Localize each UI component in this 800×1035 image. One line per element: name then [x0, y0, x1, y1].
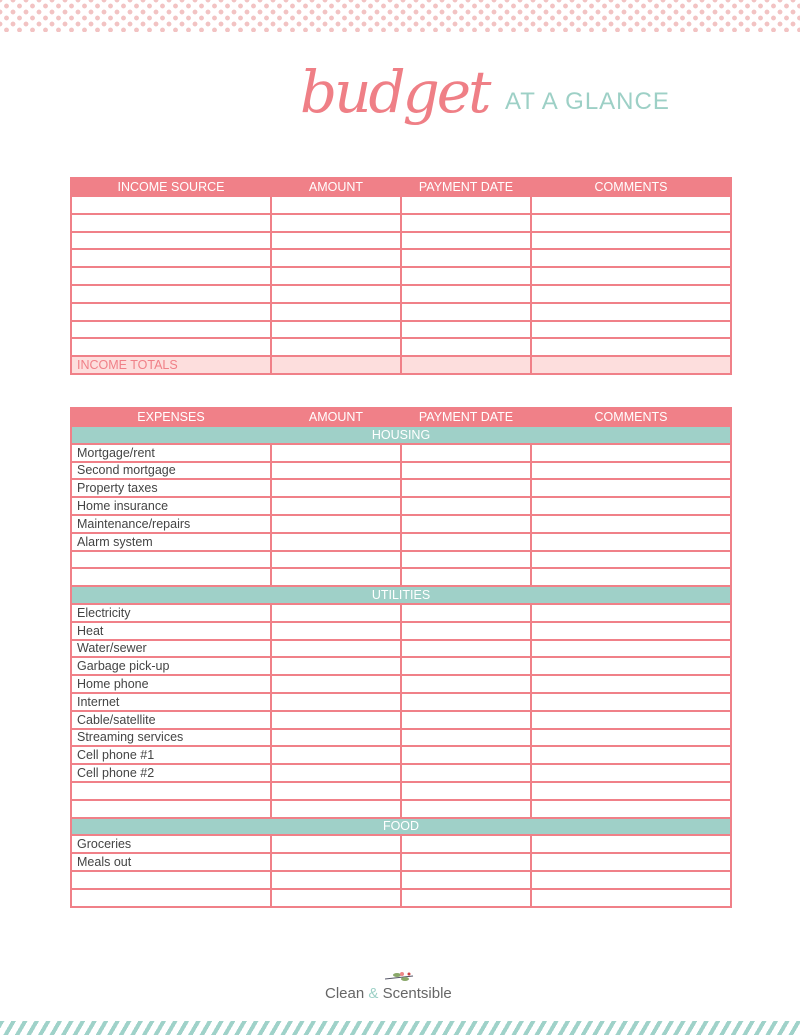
entry-cell[interactable]	[271, 729, 401, 747]
entry-cell[interactable]	[271, 711, 401, 729]
entry-cell[interactable]	[531, 338, 731, 356]
entry-cell[interactable]	[531, 515, 731, 533]
entry-cell[interactable]	[531, 835, 731, 853]
row-label[interactable]	[71, 214, 271, 232]
polka-dot-border	[0, 0, 800, 32]
entry-cell[interactable]	[401, 764, 531, 782]
entry-cell[interactable]	[401, 800, 531, 818]
entry-cell[interactable]	[271, 462, 401, 480]
row-label: Electricity	[71, 604, 271, 622]
income-table	[70, 177, 732, 375]
row-label: Streaming services	[71, 729, 271, 747]
entry-cell[interactable]	[401, 479, 531, 497]
expense-row	[71, 764, 731, 782]
section-title: UTILITIES	[71, 586, 731, 604]
entry-cell[interactable]	[401, 604, 531, 622]
row-label	[71, 889, 271, 907]
entry-cell[interactable]	[531, 249, 731, 267]
entry-cell[interactable]	[531, 356, 731, 374]
entry-cell[interactable]	[271, 267, 401, 285]
entry-cell[interactable]	[271, 533, 401, 551]
entry-cell[interactable]	[531, 232, 731, 250]
entry-cell[interactable]	[401, 285, 531, 303]
entry-cell[interactable]	[401, 196, 531, 214]
entry-cell[interactable]	[401, 693, 531, 711]
entry-cell[interactable]	[531, 285, 731, 303]
entry-cell[interactable]	[401, 497, 531, 515]
row-label	[71, 568, 271, 586]
entry-cell[interactable]	[401, 711, 531, 729]
table-row	[71, 249, 731, 267]
entry-cell[interactable]	[531, 675, 731, 693]
brand-logo	[325, 985, 452, 1002]
row-label: Water/sewer	[71, 640, 271, 658]
entry-cell[interactable]	[271, 444, 401, 462]
row-label	[71, 551, 271, 569]
entry-cell[interactable]	[531, 321, 731, 339]
expense-row	[71, 782, 731, 800]
entry-cell[interactable]	[401, 267, 531, 285]
entry-cell[interactable]	[401, 835, 531, 853]
entry-cell[interactable]	[401, 462, 531, 480]
expense-row	[71, 711, 731, 729]
row-label: Cell phone #2	[71, 764, 271, 782]
column-header: PAYMENT DATE	[401, 178, 531, 196]
expenses-table	[70, 407, 732, 908]
entry-cell[interactable]	[531, 533, 731, 551]
table-row	[71, 196, 731, 214]
entry-cell[interactable]	[401, 515, 531, 533]
expense-row	[71, 835, 731, 853]
entry-cell[interactable]	[401, 746, 531, 764]
section-title: FOOD	[71, 818, 731, 836]
entry-cell[interactable]	[401, 729, 531, 747]
entry-cell[interactable]	[271, 321, 401, 339]
entry-cell[interactable]	[271, 479, 401, 497]
expense-row	[71, 729, 731, 747]
entry-cell[interactable]	[531, 800, 731, 818]
entry-cell[interactable]	[531, 746, 731, 764]
entry-cell[interactable]	[271, 693, 401, 711]
entry-cell[interactable]	[401, 249, 531, 267]
entry-cell[interactable]	[271, 782, 401, 800]
expense-row	[71, 889, 731, 907]
entry-cell[interactable]	[271, 657, 401, 675]
column-header: COMMENTS	[531, 408, 731, 426]
row-label: Home insurance	[71, 497, 271, 515]
expense-row	[71, 640, 731, 658]
row-label: Internet	[71, 693, 271, 711]
row-label[interactable]	[71, 285, 271, 303]
expense-row	[71, 622, 731, 640]
expense-row	[71, 533, 731, 551]
entry-cell[interactable]	[401, 551, 531, 569]
entry-cell[interactable]	[401, 889, 531, 907]
entry-cell[interactable]	[531, 444, 731, 462]
entry-cell[interactable]	[401, 871, 531, 889]
entry-cell[interactable]	[531, 214, 731, 232]
row-label[interactable]	[71, 267, 271, 285]
table-row	[71, 214, 731, 232]
entry-cell[interactable]	[401, 303, 531, 321]
entry-cell[interactable]	[271, 746, 401, 764]
table-row	[71, 303, 731, 321]
row-label[interactable]	[71, 249, 271, 267]
entry-cell[interactable]	[401, 675, 531, 693]
sprig-icon	[385, 970, 415, 984]
column-header: INCOME SOURCE	[71, 178, 271, 196]
entry-cell[interactable]	[531, 764, 731, 782]
entry-cell[interactable]	[531, 568, 731, 586]
entry-cell[interactable]	[401, 232, 531, 250]
entry-cell[interactable]	[271, 356, 401, 374]
entry-cell[interactable]	[271, 889, 401, 907]
entry-cell[interactable]	[271, 604, 401, 622]
row-label	[71, 782, 271, 800]
row-label[interactable]	[71, 338, 271, 356]
row-label: Mortgage/rent	[71, 444, 271, 462]
brand-ampersand: &	[368, 985, 379, 1002]
header-row	[71, 178, 731, 196]
expense-row	[71, 657, 731, 675]
expense-row	[71, 693, 731, 711]
expense-row	[71, 604, 731, 622]
table-row	[71, 232, 731, 250]
row-label: Garbage pick-up	[71, 657, 271, 675]
table-row	[71, 267, 731, 285]
entry-cell[interactable]	[531, 640, 731, 658]
entry-cell[interactable]	[401, 853, 531, 871]
row-label: Groceries	[71, 835, 271, 853]
entry-cell[interactable]	[531, 782, 731, 800]
expense-row	[71, 800, 731, 818]
entry-cell[interactable]	[531, 729, 731, 747]
row-label[interactable]	[71, 196, 271, 214]
expense-row	[71, 462, 731, 480]
expense-row	[71, 551, 731, 569]
entry-cell[interactable]	[271, 338, 401, 356]
brand-right: Scentsible	[382, 985, 452, 1002]
expense-row	[71, 479, 731, 497]
striped-border	[0, 1021, 800, 1035]
entry-cell[interactable]	[401, 622, 531, 640]
row-label: Meals out	[71, 853, 271, 871]
entry-cell[interactable]	[271, 835, 401, 853]
expense-row	[71, 853, 731, 871]
expense-row	[71, 497, 731, 515]
entry-cell[interactable]	[271, 515, 401, 533]
entry-cell[interactable]	[271, 196, 401, 214]
entry-cell[interactable]	[531, 267, 731, 285]
table-row	[71, 285, 731, 303]
brand-left: Clean	[325, 985, 365, 1002]
income-totals-row	[71, 356, 731, 374]
row-label: Cable/satellite	[71, 711, 271, 729]
entry-cell[interactable]	[401, 782, 531, 800]
entry-cell[interactable]	[531, 622, 731, 640]
page-subtitle: AT A GLANCE	[505, 88, 670, 115]
entry-cell[interactable]	[271, 871, 401, 889]
entry-cell[interactable]	[401, 640, 531, 658]
row-label: Maintenance/repairs	[71, 515, 271, 533]
entry-cell[interactable]	[271, 853, 401, 871]
entry-cell[interactable]	[401, 568, 531, 586]
entry-cell[interactable]	[271, 764, 401, 782]
row-label[interactable]	[71, 303, 271, 321]
column-header: COMMENTS	[531, 178, 731, 196]
table-row	[71, 321, 731, 339]
row-label: Alarm system	[71, 533, 271, 551]
entry-cell[interactable]	[531, 303, 731, 321]
row-label: Property taxes	[71, 479, 271, 497]
table-row	[71, 338, 731, 356]
entry-cell[interactable]	[401, 533, 531, 551]
entry-cell[interactable]	[401, 356, 531, 374]
section-header-row	[71, 818, 731, 836]
entry-cell[interactable]	[401, 321, 531, 339]
expense-row	[71, 871, 731, 889]
entry-cell[interactable]	[531, 462, 731, 480]
row-label[interactable]	[71, 232, 271, 250]
row-label: Second mortgage	[71, 462, 271, 480]
entry-cell[interactable]	[271, 214, 401, 232]
entry-cell[interactable]	[271, 675, 401, 693]
row-label	[71, 871, 271, 889]
entry-cell[interactable]	[531, 871, 731, 889]
section-header-row	[71, 586, 731, 604]
entry-cell[interactable]	[271, 249, 401, 267]
entry-cell[interactable]	[531, 551, 731, 569]
expense-row	[71, 746, 731, 764]
entry-cell[interactable]	[271, 568, 401, 586]
entry-cell[interactable]	[531, 889, 731, 907]
row-label[interactable]	[71, 321, 271, 339]
entry-cell[interactable]	[271, 303, 401, 321]
entry-cell[interactable]	[271, 497, 401, 515]
entry-cell[interactable]	[271, 640, 401, 658]
entry-cell[interactable]	[531, 196, 731, 214]
entry-cell[interactable]	[531, 479, 731, 497]
entry-cell[interactable]	[271, 285, 401, 303]
column-header: AMOUNT	[271, 178, 401, 196]
header-row	[71, 408, 731, 426]
column-header: AMOUNT	[271, 408, 401, 426]
row-label: Home phone	[71, 675, 271, 693]
entry-cell[interactable]	[531, 693, 731, 711]
entry-cell[interactable]	[401, 444, 531, 462]
column-header: PAYMENT DATE	[401, 408, 531, 426]
expense-row	[71, 444, 731, 462]
expense-row	[71, 515, 731, 533]
row-label: Cell phone #1	[71, 746, 271, 764]
section-header-row	[71, 426, 731, 444]
entry-cell[interactable]	[531, 657, 731, 675]
row-label	[71, 800, 271, 818]
page-title: budget	[300, 58, 489, 126]
column-header: EXPENSES	[71, 408, 271, 426]
entry-cell[interactable]	[531, 604, 731, 622]
entry-cell[interactable]	[271, 622, 401, 640]
row-label: INCOME TOTALS	[71, 356, 271, 374]
entry-cell[interactable]	[271, 551, 401, 569]
entry-cell[interactable]	[401, 338, 531, 356]
expense-row	[71, 675, 731, 693]
entry-cell[interactable]	[271, 232, 401, 250]
entry-cell[interactable]	[401, 214, 531, 232]
section-title: HOUSING	[71, 426, 731, 444]
entry-cell[interactable]	[531, 497, 731, 515]
entry-cell[interactable]	[271, 800, 401, 818]
entry-cell[interactable]	[401, 657, 531, 675]
entry-cell[interactable]	[531, 711, 731, 729]
expense-row	[71, 568, 731, 586]
row-label: Heat	[71, 622, 271, 640]
entry-cell[interactable]	[531, 853, 731, 871]
